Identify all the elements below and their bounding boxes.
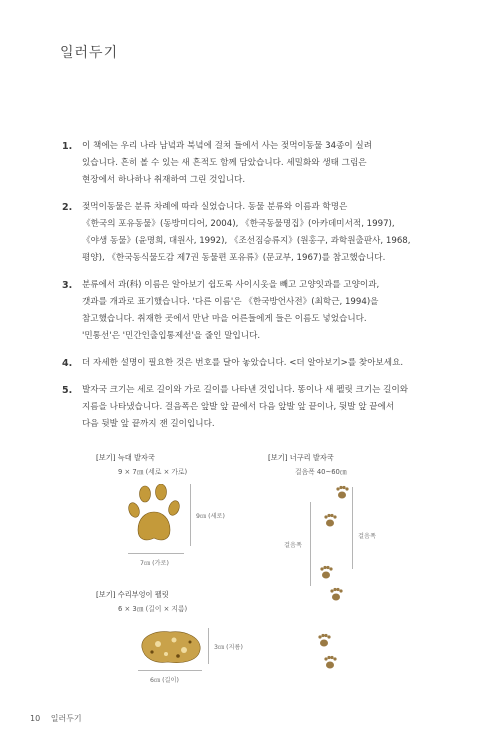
list-item: [62, 277, 462, 345]
item-number: 2.: [62, 202, 73, 213]
raccoon-stride-text: 걸음폭 40~60㎝: [295, 468, 347, 476]
raccoon-track-icon: [314, 632, 348, 672]
item-line: '민통선'은 '민간인출입통제선'을 줄인 말입니다.: [82, 331, 261, 341]
item-line: 분류에서 과(科) 이름은 알아보기 쉽도록 사이시옷을 빼고 고양잇과를 고양이과,: [82, 280, 380, 290]
stride-left-line: [310, 502, 311, 586]
raccoon-track-icon: [318, 484, 358, 614]
notes-list: [62, 138, 462, 443]
item-number: 1.: [62, 141, 73, 152]
page-footer: [30, 713, 82, 724]
wolf-example-label: [보기] 늑대 발자국: [96, 453, 155, 462]
list-item: [62, 138, 462, 189]
item-line: 더 자세한 설명이 필요한 것은 번호를 달아 놓았습니다. <더 알아보기>를 찾아보세요.: [82, 358, 404, 368]
item-line: 발자국 크기는 세로 길이와 가로 길이를 나타낸 것입니다. 똥이나 새 펠릿 크기는 길이와: [82, 385, 409, 395]
item-line: 젖먹이동물은 분류 차례에 따라 실었습니다. 동물 분류와 이름과 학명은: [82, 202, 348, 212]
item-line: 이 책에는 우리 나라 남녘과 북녘에 걸쳐 들에서 사는 젖먹이동물 34종이 실려: [82, 141, 373, 151]
owl-example-label: [보기] 수리부엉이 펠릿: [96, 590, 169, 599]
item-number: 4.: [62, 358, 73, 369]
item-line: 있습니다. 흔히 볼 수 있는 새 흔적도 함께 담았습니다. 세밀화와 생태 그림은: [82, 158, 367, 168]
page-title: 일러두기: [60, 45, 119, 61]
item-line: 참고했습니다. 취재한 곳에서 만난 마을 어른들에게 들은 이름도 넣었습니다.: [82, 314, 367, 324]
list-item: [62, 382, 462, 433]
owl-diameter-label: 3㎝ (지름): [214, 644, 243, 651]
owl-length-label: 6㎝ (길이): [150, 677, 179, 684]
item-line: 갯과를 개과로 표기했습니다. '다른 이름'은 《한국방언사전》(최학근, 1994)을: [82, 297, 379, 307]
owl-length-line: [138, 670, 202, 671]
owl-pellet-icon: [138, 626, 204, 666]
wolf-width-label: 7㎝ (가로): [140, 560, 169, 567]
item-number: 3.: [62, 280, 73, 291]
item-line: 지름을 나타냈습니다. 걸음폭은 앞발 앞 끝에서 다음 앞발 앞 끝이나, 뒷발 앞 끝에서: [82, 402, 395, 412]
list-item: [62, 199, 462, 267]
item-line: 《한국의 포유동물》(동방미디어, 2004), 《한국동물명집》(아카데미서적, 1997),: [82, 219, 395, 229]
item-number: 5.: [62, 385, 73, 396]
list-item: [62, 355, 462, 372]
stride-left-label: 걸음폭: [284, 542, 302, 549]
owl-size-text: 6 × 3㎝ (길이 × 지름): [118, 605, 188, 613]
wolf-height-line: [190, 484, 191, 546]
page-number: 10: [30, 714, 41, 723]
wolf-footprint-icon: [128, 484, 184, 546]
wolf-width-line: [128, 553, 184, 554]
item-line: 다음 뒷발 앞 끝까지 잰 길이입니다.: [82, 419, 215, 429]
footer-section-title: 일러두기: [50, 714, 82, 723]
owl-diameter-line: [208, 628, 209, 664]
stride-right-label: 걸음폭: [358, 533, 376, 540]
item-line: 평양), 《한국동식물도감 제7권 동물편 포유류》(문교부, 1967)를 참고했습니다.: [82, 253, 386, 263]
raccoon-example-label: [보기] 너구리 발자국: [268, 453, 334, 462]
wolf-height-label: 9㎝ (세로): [196, 513, 225, 520]
item-line: 《야생 동물》(윤명희, 대원사, 1992), 《조선짐승류지》(원홍구, 과학원출판사, 1968,: [82, 236, 411, 246]
wolf-size-text: 9 × 7㎝ (세로 × 가로): [118, 468, 188, 476]
item-line: 현장에서 하나하나 취재하여 그린 것입니다.: [82, 175, 246, 185]
